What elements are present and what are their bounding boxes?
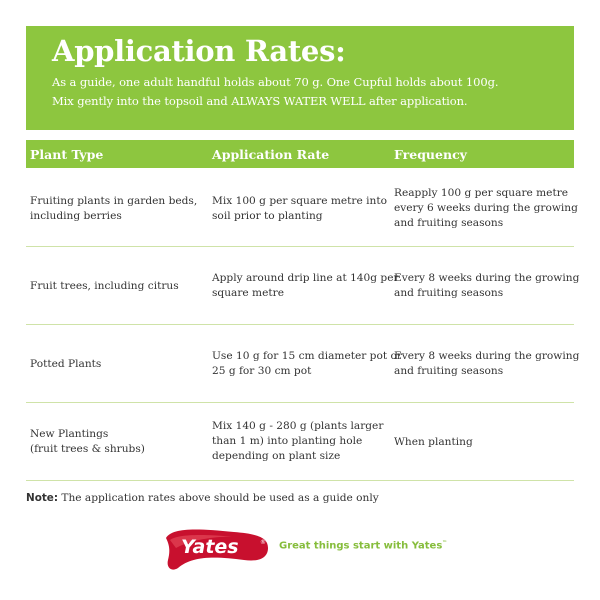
cell-line: than 1 m) into planting hole <box>212 435 363 447</box>
table-row <box>26 168 578 247</box>
plant-type-cell <box>30 357 101 372</box>
cell-line: Every 8 weeks during the growing <box>394 350 580 362</box>
table-row <box>26 403 574 481</box>
banner-watering-text: Mix gently into the topsoil and ALWAYS WATER WELL after application. <box>52 94 468 108</box>
cell-line: When planting <box>394 436 473 448</box>
cell-line: square metre <box>212 287 284 299</box>
footnote <box>26 492 379 504</box>
table-header <box>26 140 574 168</box>
frequency-cell <box>394 435 473 450</box>
header-banner <box>26 26 574 130</box>
cell-line: including berries <box>30 210 122 222</box>
cell-line: and fruiting seasons <box>394 287 504 299</box>
cell-line: every 6 weeks during the growing <box>394 202 578 214</box>
cell-line: (fruit trees & shrubs) <box>30 443 145 455</box>
tagline-text: Great things start with Yates <box>279 540 443 552</box>
application-rate-cell <box>212 419 383 464</box>
application-rate-cell <box>212 194 387 224</box>
banner-guide-text: As a guide, one adult handful holds about 70 g. One Cupful holds about 100g. <box>52 75 499 89</box>
note-text: The application rates above should be used as a guide only <box>58 492 379 504</box>
plant-type-cell <box>30 279 179 294</box>
cell-line: and fruiting seasons <box>394 217 504 229</box>
cell-line: Every 8 weeks during the growing <box>394 272 580 284</box>
cell-line: depending on plant size <box>212 450 341 462</box>
cell-line: Fruit trees, including citrus <box>30 280 179 292</box>
cell-line: and fruiting seasons <box>394 365 504 377</box>
cell-line: Reapply 100 g per square metre <box>394 187 569 199</box>
frequency-cell <box>394 349 579 379</box>
column-header-frequency: Frequency <box>394 147 467 162</box>
plant-type-cell <box>30 194 197 224</box>
yates-logo <box>164 526 274 574</box>
frequency-cell <box>394 271 579 301</box>
cell-line: Potted Plants <box>30 358 102 370</box>
column-header-plant-type: Plant Type <box>30 147 104 162</box>
cell-line: Apply around drip line at 140g per <box>212 272 399 284</box>
note-label: Note: <box>26 492 59 504</box>
page-title: Application Rates: <box>52 34 346 68</box>
table-row <box>26 325 580 403</box>
plant-type-cell <box>30 427 145 457</box>
logo-wordmark: Yates <box>181 536 239 558</box>
table-row <box>26 247 580 325</box>
cell-line: 25 g for 30 cm pot <box>212 365 312 377</box>
cell-line: Mix 140 g - 280 g (plants larger <box>212 420 384 432</box>
application-rate-cell <box>212 271 399 301</box>
trademark-mark: ™ <box>442 540 448 546</box>
cell-line: Use 10 g for 15 cm diameter pot or <box>212 350 402 362</box>
brand-tagline <box>279 540 447 551</box>
column-header-application-rate: Application Rate <box>212 147 330 162</box>
application-rate-cell <box>212 349 402 379</box>
frequency-cell <box>394 186 578 231</box>
logo-registered-mark: ® <box>260 539 266 546</box>
cell-line: Fruiting plants in garden beds, <box>30 195 198 207</box>
cell-line: Mix 100 g per square metre into <box>212 195 387 207</box>
cell-line: soil prior to planting <box>212 210 323 222</box>
cell-line: New Plantings <box>30 428 109 440</box>
